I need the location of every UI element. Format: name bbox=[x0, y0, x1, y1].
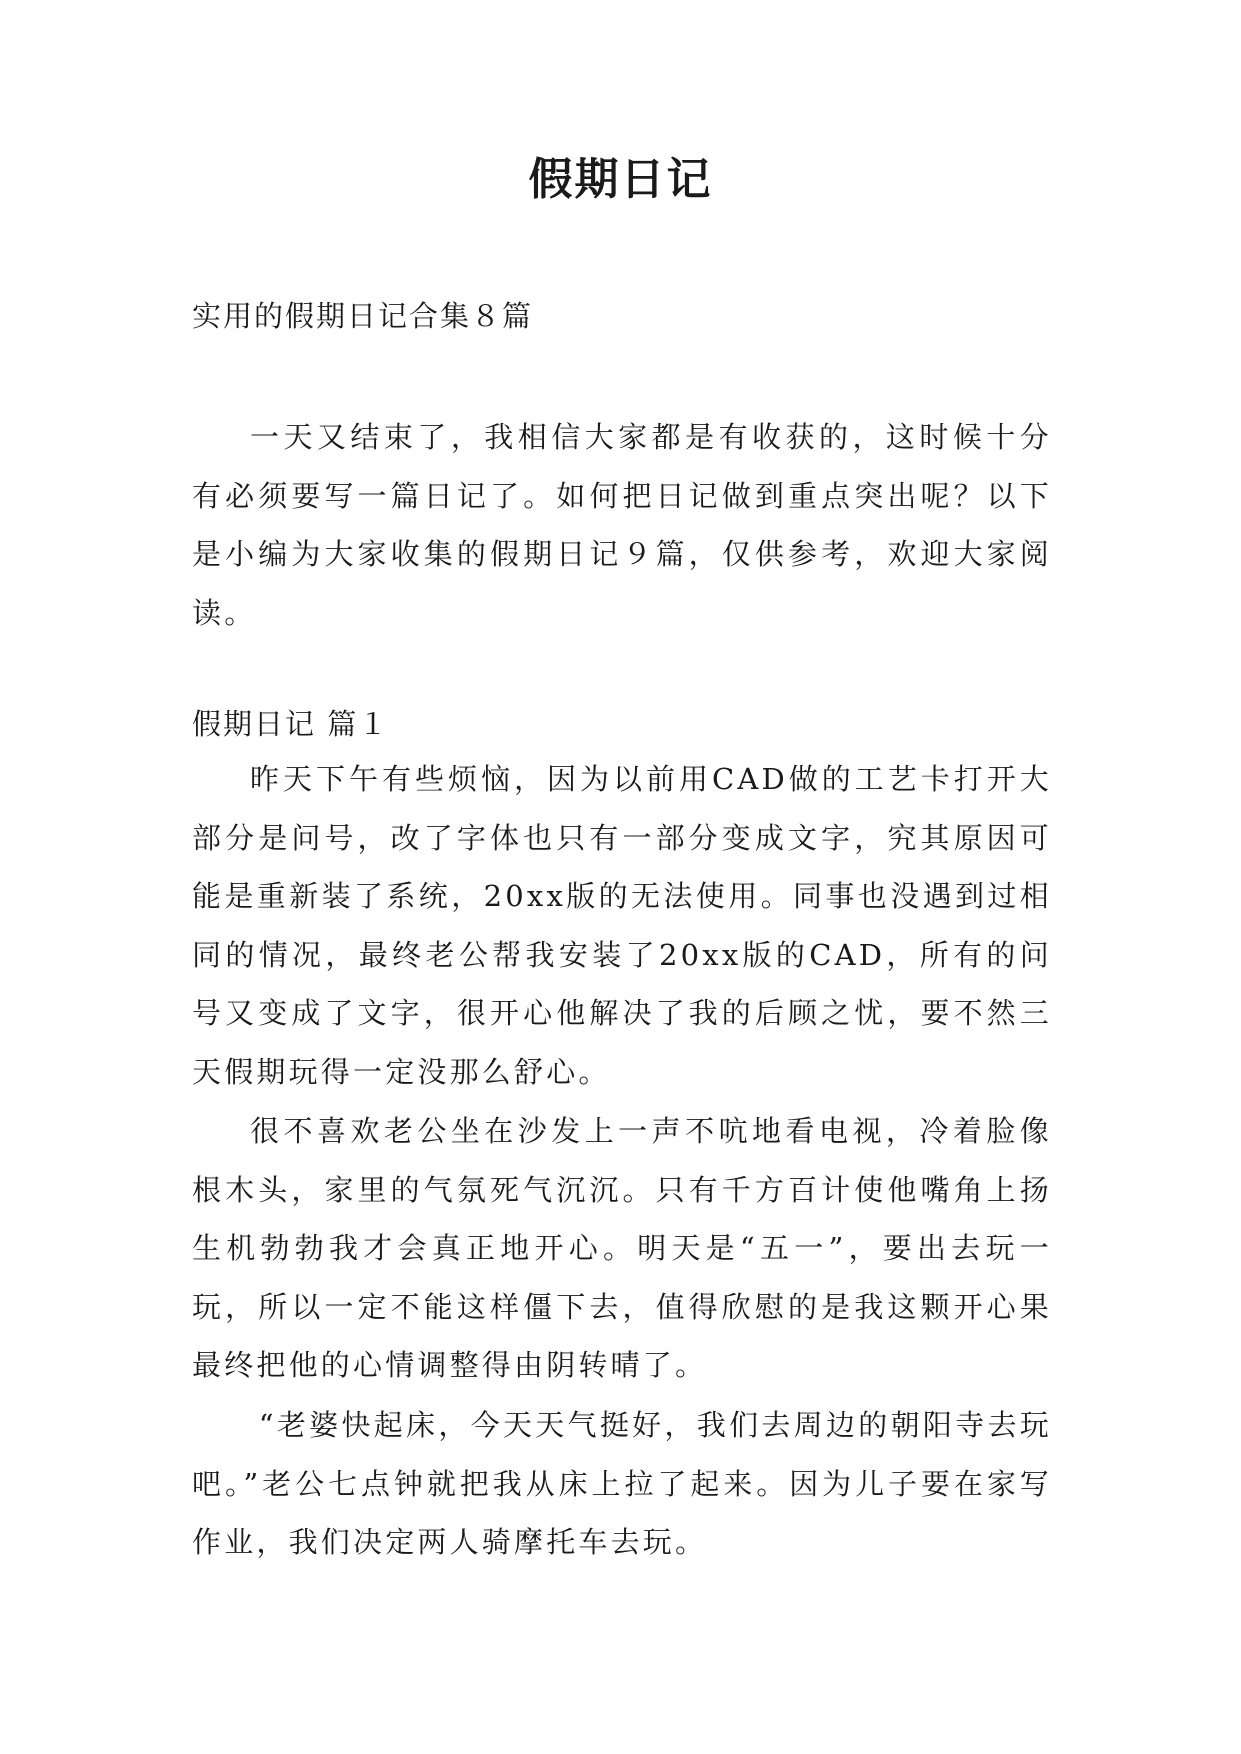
section-heading: 假期日记 篇１ bbox=[192, 707, 390, 741]
intro-paragraph: 一天又结束了，我相信大家都是有收获的，这时候十分有必须要写一篇日记了。如何把日记做到重点突出呢？以下是小编为大家收集的假期日记９篇，仅供参考，欢迎大家阅读。 bbox=[192, 420, 1052, 630]
body-paragraph-3: “老婆快起床，今天天气挺好，我们去周边的朝阳寺去玩吧。”老公七点钟就把我从床上拉了起来。因为儿子要在家写作业，我们决定两人骑摩托车去玩。 bbox=[192, 1408, 1052, 1559]
body-paragraph-1: 昨天下午有些烦恼，因为以前用CAD做的工艺卡打开大部分是问号，改了字体也只有一部分变成文字，究其原因可能是重新装了系统，20xx版的无法使用。同事也没遇到过相同的情况，最终老公帮我安装了20xx版的CAD，所有的问号又变成了文字，很开心他解决了我的后顾之忧，要不然三天假期玩得一定没那么舒心。 bbox=[192, 762, 1052, 1089]
body-paragraph-2: 很不喜欢老公坐在沙发上一声不吭地看电视，冷着脸像根木头，家里的气氛死气沉沉。只有千方百计使他嘴角上扬生机勃勃我才会真正地开心。明天是“五一”，要出去玩一玩，所以一定不能这样僵下去，值得欣慰的是我这颗开心果最终把他的心情调整得由阴转晴了。 bbox=[192, 1114, 1052, 1382]
document-title: 假期日记 bbox=[528, 154, 713, 205]
document-subtitle: 实用的假期日记合集８篇 bbox=[192, 299, 534, 333]
